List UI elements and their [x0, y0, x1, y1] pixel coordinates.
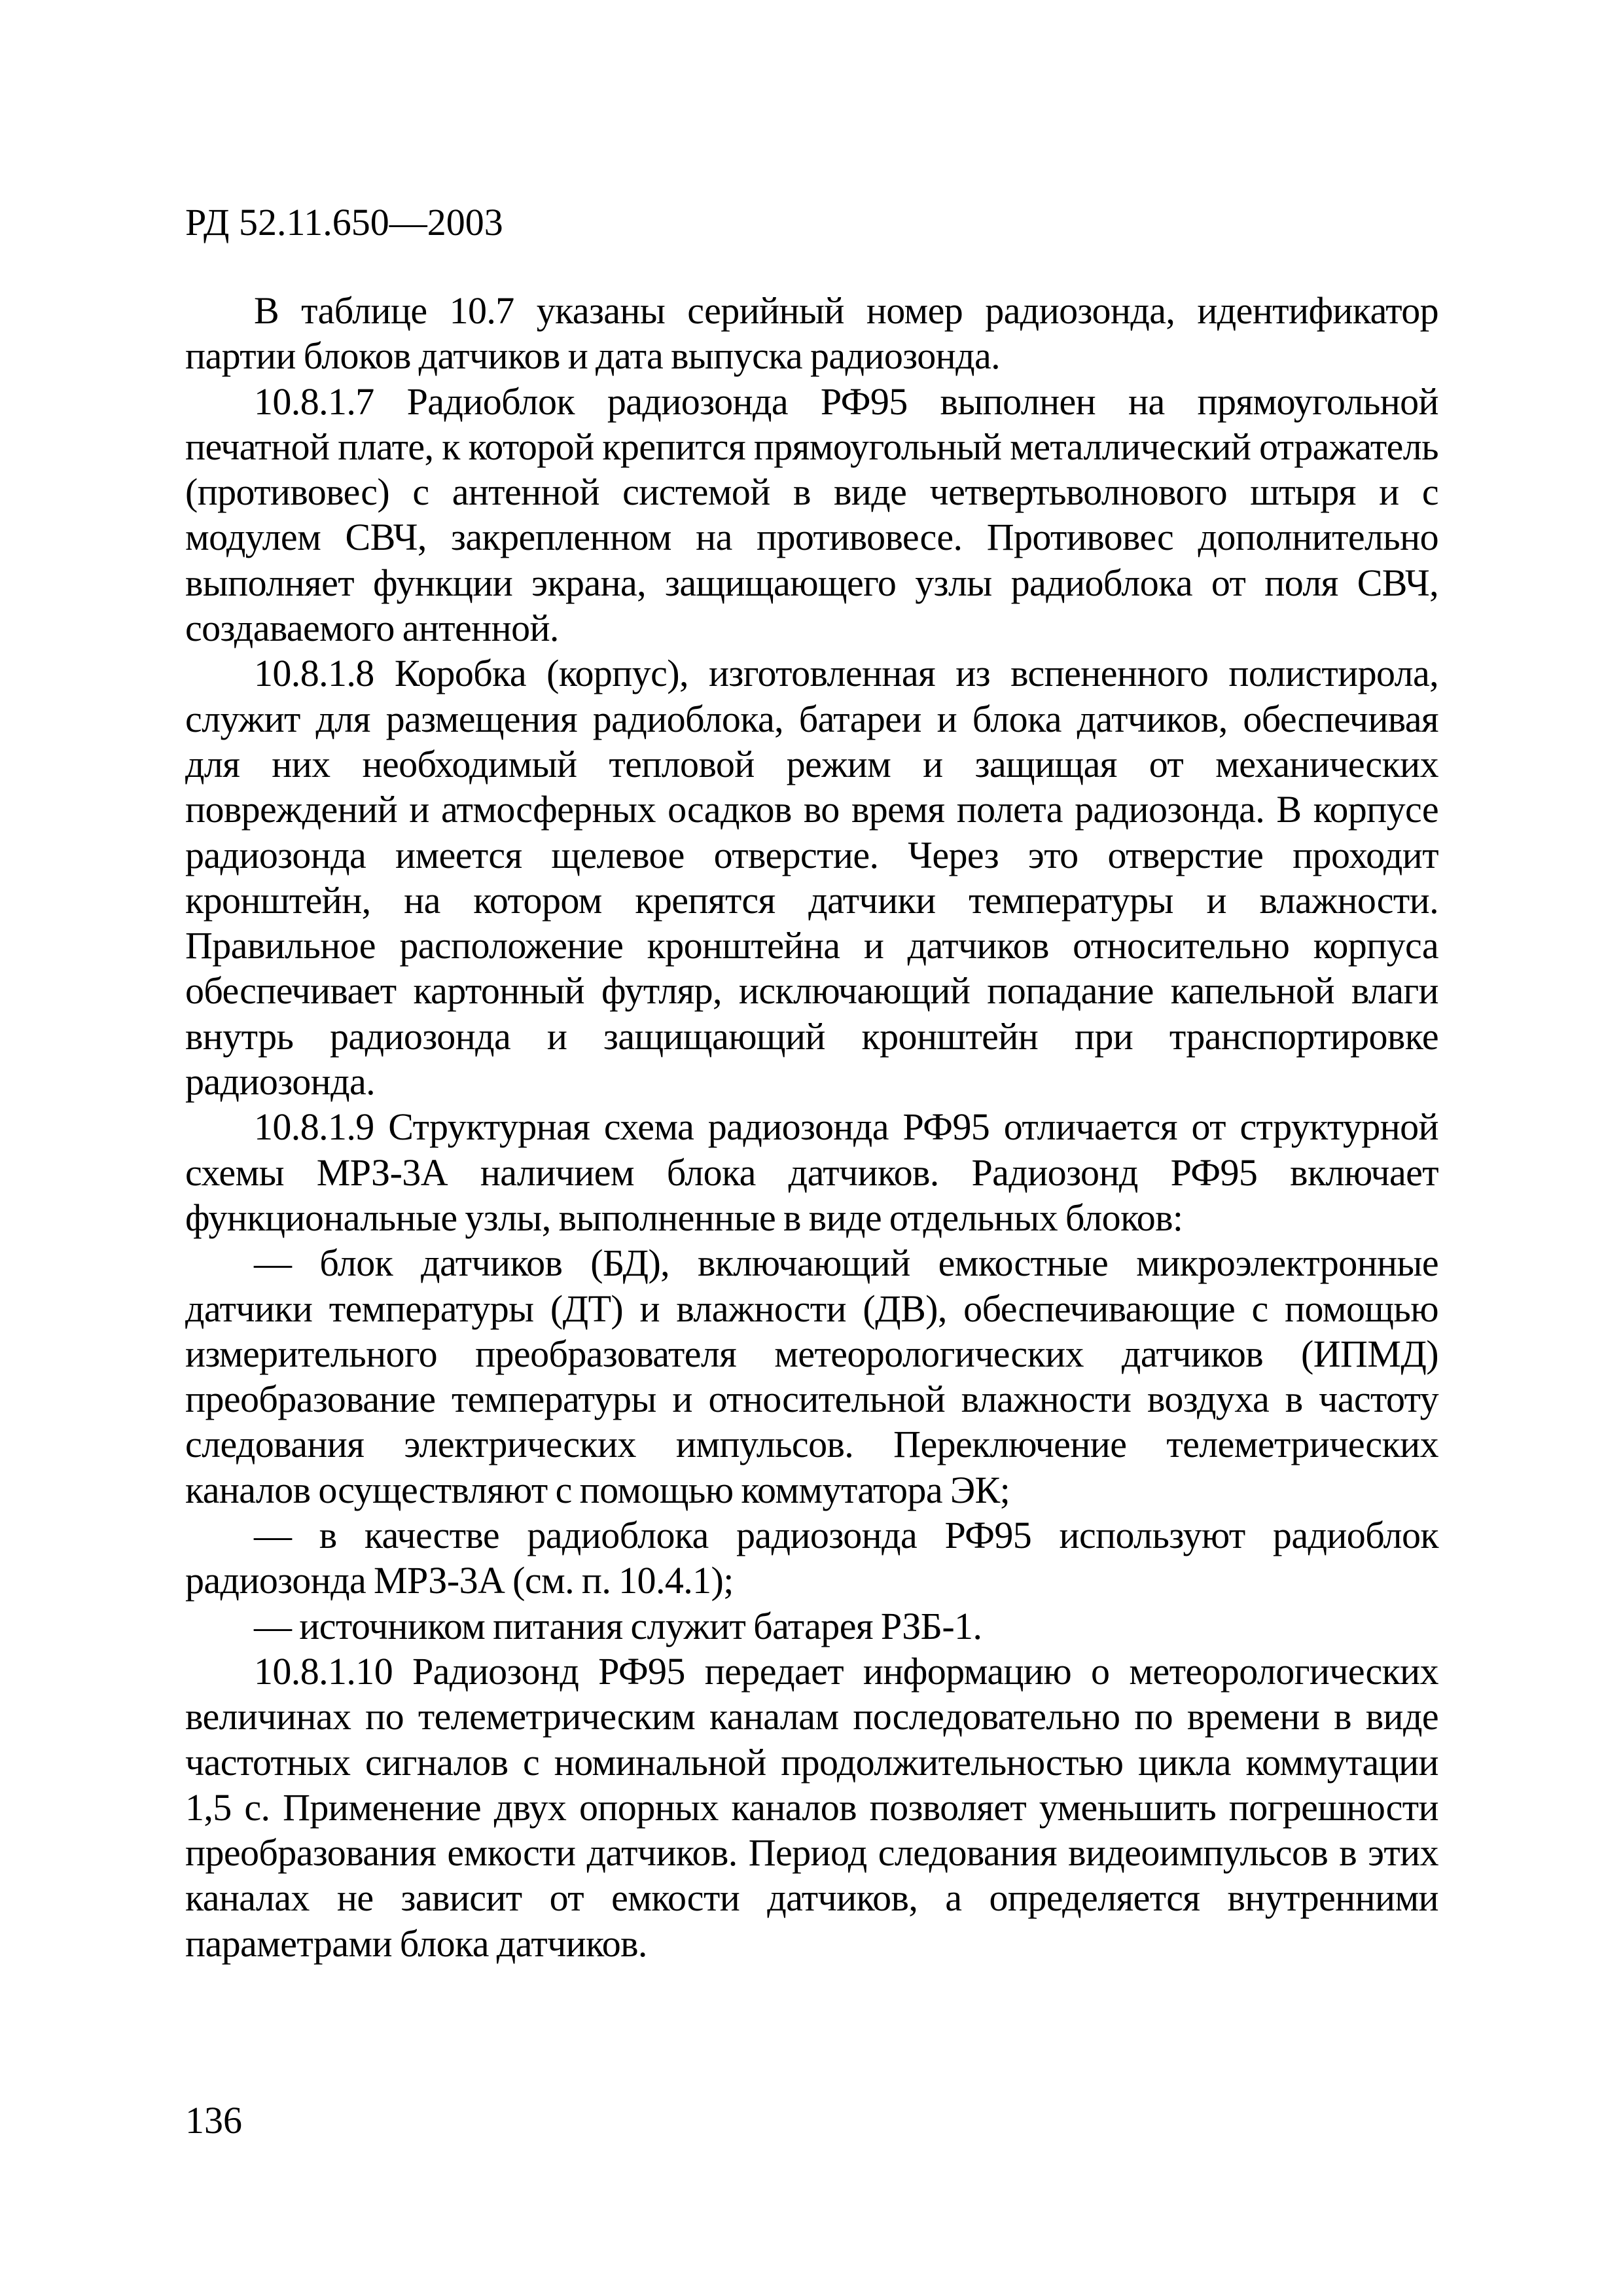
body-text	[185, 288, 1438, 1966]
document-code: РД 52.11.650—2003	[185, 201, 503, 243]
paragraph-table-reference: В таблице 10.7 указаны серийный номер радиозонда, идентификатор партии блоков датчиков и дата выпуска радиозонда.	[185, 289, 1438, 378]
paragraph-10-8-1-7: 10.8.1.7 Радиоблок радиозонда РФ95 выполнен на прямоугольной печатной плате, к которой крепится прямоугольный металлический отражатель (противовес) с антенной системой в виде четвертьволнового штыря и с модулем СВЧ, закрепленном на противовесе. Противовес дополнительно выполняет функции экрана, защищающего узлы радиоблока от поля СВЧ, создаваемого антенной.	[185, 380, 1438, 650]
page-number: 136	[185, 2099, 242, 2142]
list-item-sensor-block: — блок датчиков (БД), включающий емкостные микроэлектронные датчики температуры (ДТ) и влажности (ДВ), обеспечивающие с помощью измерительного преобразователя метеорологических датчиков (ИПМД) преобразование температуры и относительной влажности воздуха в частоту следования электрических импульсов. Переключение телеметрических каналов осуществляют с помощью коммутатора ЭК;	[185, 1242, 1438, 1511]
list-item-power-source: — источником питания служит батарея РЗБ-1.	[254, 1604, 982, 1647]
paragraph-10-8-1-8: 10.8.1.8 Коробка (корпус), изготовленная из вспененного полистирола, служит для размещения радиоблока, батареи и блока датчиков, обеспечивая для них необходимый тепловой режим и защищая от механических повреждений и атмосферных осадков во время полета радиозонда. В корпусе радиозонда имеется щелевое отверстие. Через это отверстие проходит кронштейн, на котором крепятся датчики температуры и влажности. Правильное расположение кронштейна и датчиков относительно корпуса обеспечивает картонный футляр, исключающий попадание капельной влаги внутрь радиозонда и защищающий кронштейн при транспортировке радиозонда.	[185, 652, 1438, 1103]
paragraph-10-8-1-9: 10.8.1.9 Структурная схема радиозонда РФ95 отличается от структурной схемы МРЗ-3А наличием блока датчиков. Радиозонд РФ95 включает функциональные узлы, выполненные в виде отдельных блоков:	[185, 1105, 1438, 1239]
paragraph-10-8-1-10: 10.8.1.10 Радиозонд РФ95 передает информацию о метеорологических величинах по телеметрическим каналам последовательно по времени в виде частотных сигналов с номинальной продолжительностью цикла коммутации 1,5 с. Применение двух опорных каналов позволяет уменьшить погрешности преобразования емкости датчиков. Период следования видеоимпульсов в этих каналах не зависит от емкости датчиков, а определяется внутренними параметрами блока датчиков.	[185, 1649, 1438, 1965]
list-item-radio-block: — в качестве радиоблока радиозонда РФ95 используют радиоблок радиозонда МРЗ-3А (см. п. 10.4.1);	[185, 1514, 1438, 1602]
